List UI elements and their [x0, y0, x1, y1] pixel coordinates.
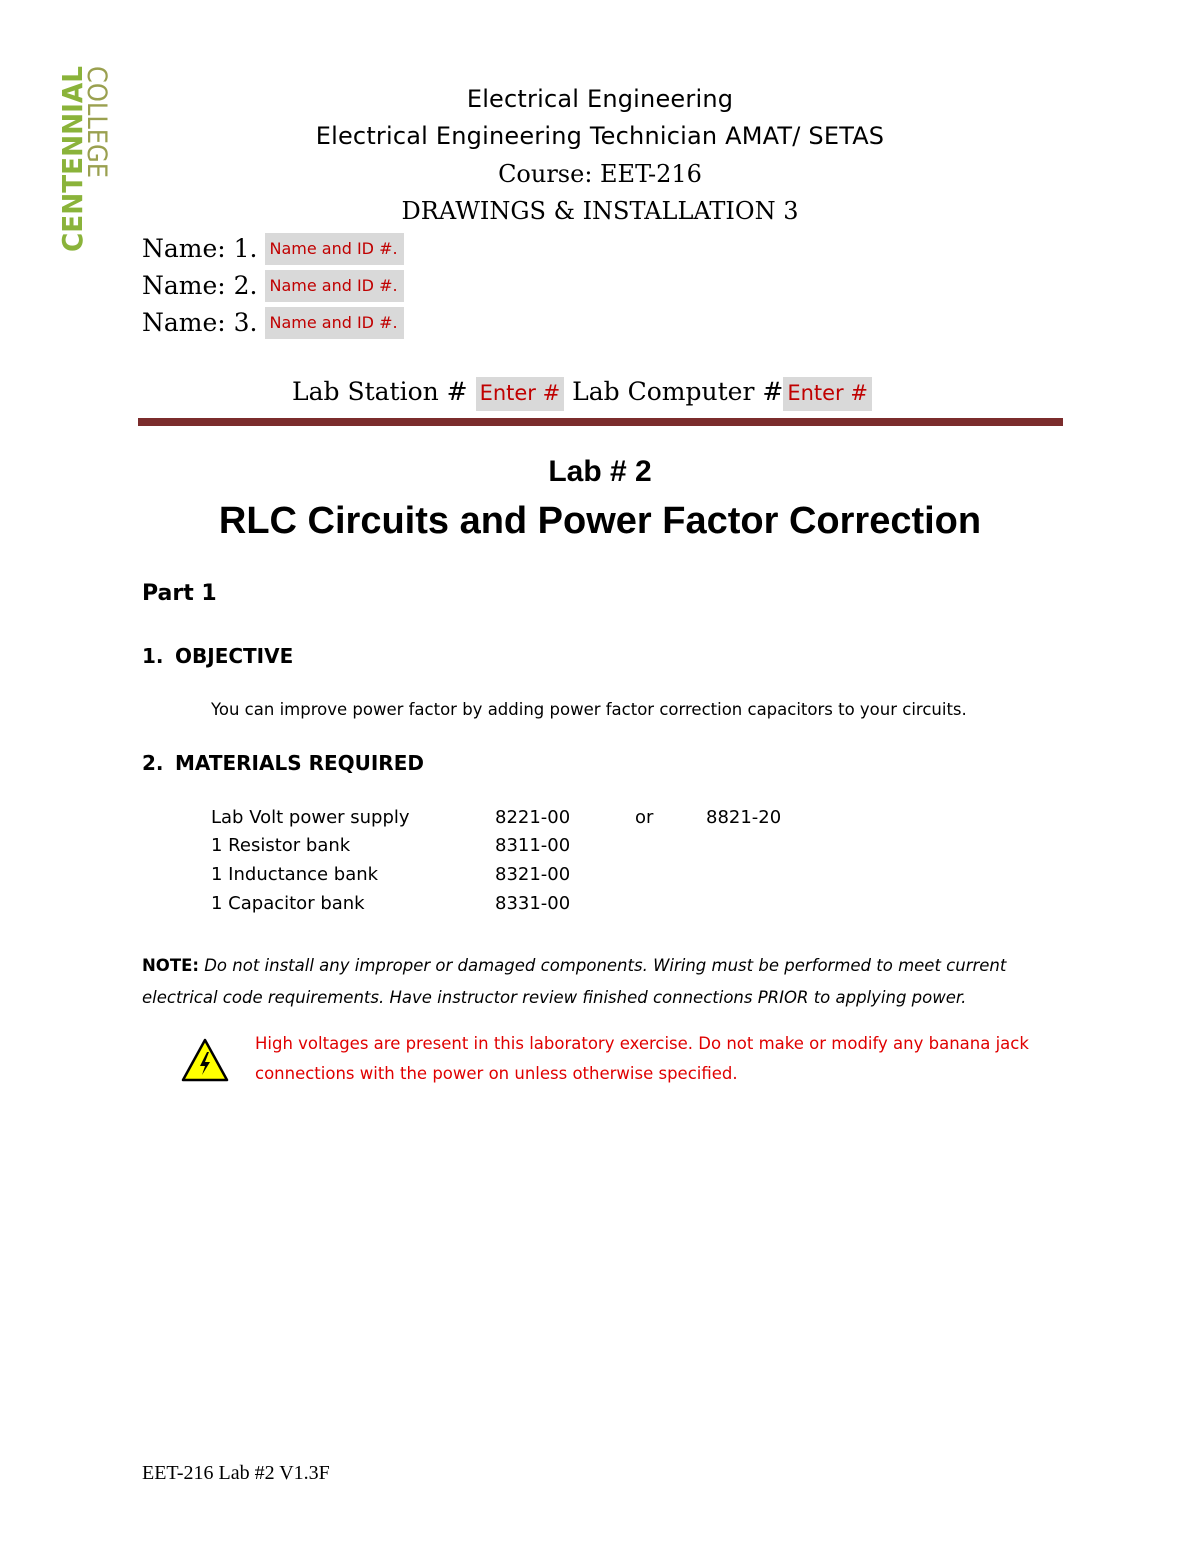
lab-title: RLC Circuits and Power Factor Correction	[218, 500, 982, 542]
department-title: Electrical Engineering	[466, 85, 734, 113]
note-text: Do not install any improper or damaged components. Wiring must be performed to meet current electrical code requirements. Have instructor review finished connections PRIOR to applying power.	[142, 956, 1007, 1007]
lab-computer-label: Lab Computer #	[572, 377, 784, 406]
material-item: 1 Inductance bank	[211, 864, 379, 885]
name-label: Name: 2.	[142, 271, 258, 300]
logo-centennial: CENTENNIAL	[56, 66, 89, 252]
name-id-field[interactable]: Name and ID #.	[265, 233, 403, 265]
name-label: Name: 3.	[142, 308, 258, 337]
lab-computer-field[interactable]: Enter #	[783, 377, 872, 411]
objective-text: You can improve power factor by adding power factor correction capacitors to your circuits.	[211, 700, 967, 719]
note-label: NOTE:	[142, 956, 199, 975]
course-code: Course: EET-216	[498, 160, 702, 188]
section-materials-heading	[142, 751, 424, 775]
section-title: OBJECTIVE	[175, 644, 294, 668]
name-label: Name: 1.	[142, 234, 258, 263]
section-number: 2.	[142, 751, 164, 775]
program-title: Electrical Engineering Technician AMAT/ SETAS	[315, 122, 885, 150]
part-heading: Part 1	[142, 581, 217, 606]
material-item: 1 Capacitor bank	[211, 893, 365, 914]
name-row-2	[142, 271, 404, 304]
logo-college: COLLEGE	[81, 66, 112, 192]
high-voltage-warning-icon	[181, 1038, 229, 1082]
section-objective-heading	[142, 644, 293, 668]
material-code: 8311-00	[495, 835, 571, 856]
material-item: 1 Resistor bank	[211, 835, 351, 856]
lab-station-line	[292, 377, 872, 411]
material-alt-code: 8821-20	[706, 807, 782, 828]
course-title: DRAWINGS & INSTALLATION 3	[401, 197, 799, 225]
warning-text: High voltages are present in this laboratory exercise. Do not make or modify any banana jack connections with the power on unless otherwise specified.	[255, 1034, 1029, 1083]
material-code: 8331-00	[495, 893, 571, 914]
name-row-1	[142, 234, 404, 267]
lab-station-field[interactable]: Enter #	[476, 377, 565, 411]
lab-number: Lab # 2	[548, 455, 652, 488]
section-title: MATERIALS REQUIRED	[175, 751, 424, 775]
divider-rule	[138, 418, 1063, 426]
material-code: 8221-00	[495, 807, 571, 828]
name-row-3	[142, 308, 404, 341]
section-number: 1.	[142, 644, 164, 668]
material-item: Lab Volt power supply	[211, 807, 410, 828]
name-id-field[interactable]: Name and ID #.	[265, 270, 403, 302]
note-paragraph	[142, 950, 1072, 1014]
material-code: 8321-00	[495, 864, 571, 885]
page-footer: EET-216 Lab #2 V1.3F	[142, 1462, 330, 1484]
lab-station-label: Lab Station #	[292, 377, 468, 406]
material-or: or	[635, 807, 654, 828]
name-id-field[interactable]: Name and ID #.	[265, 307, 403, 339]
